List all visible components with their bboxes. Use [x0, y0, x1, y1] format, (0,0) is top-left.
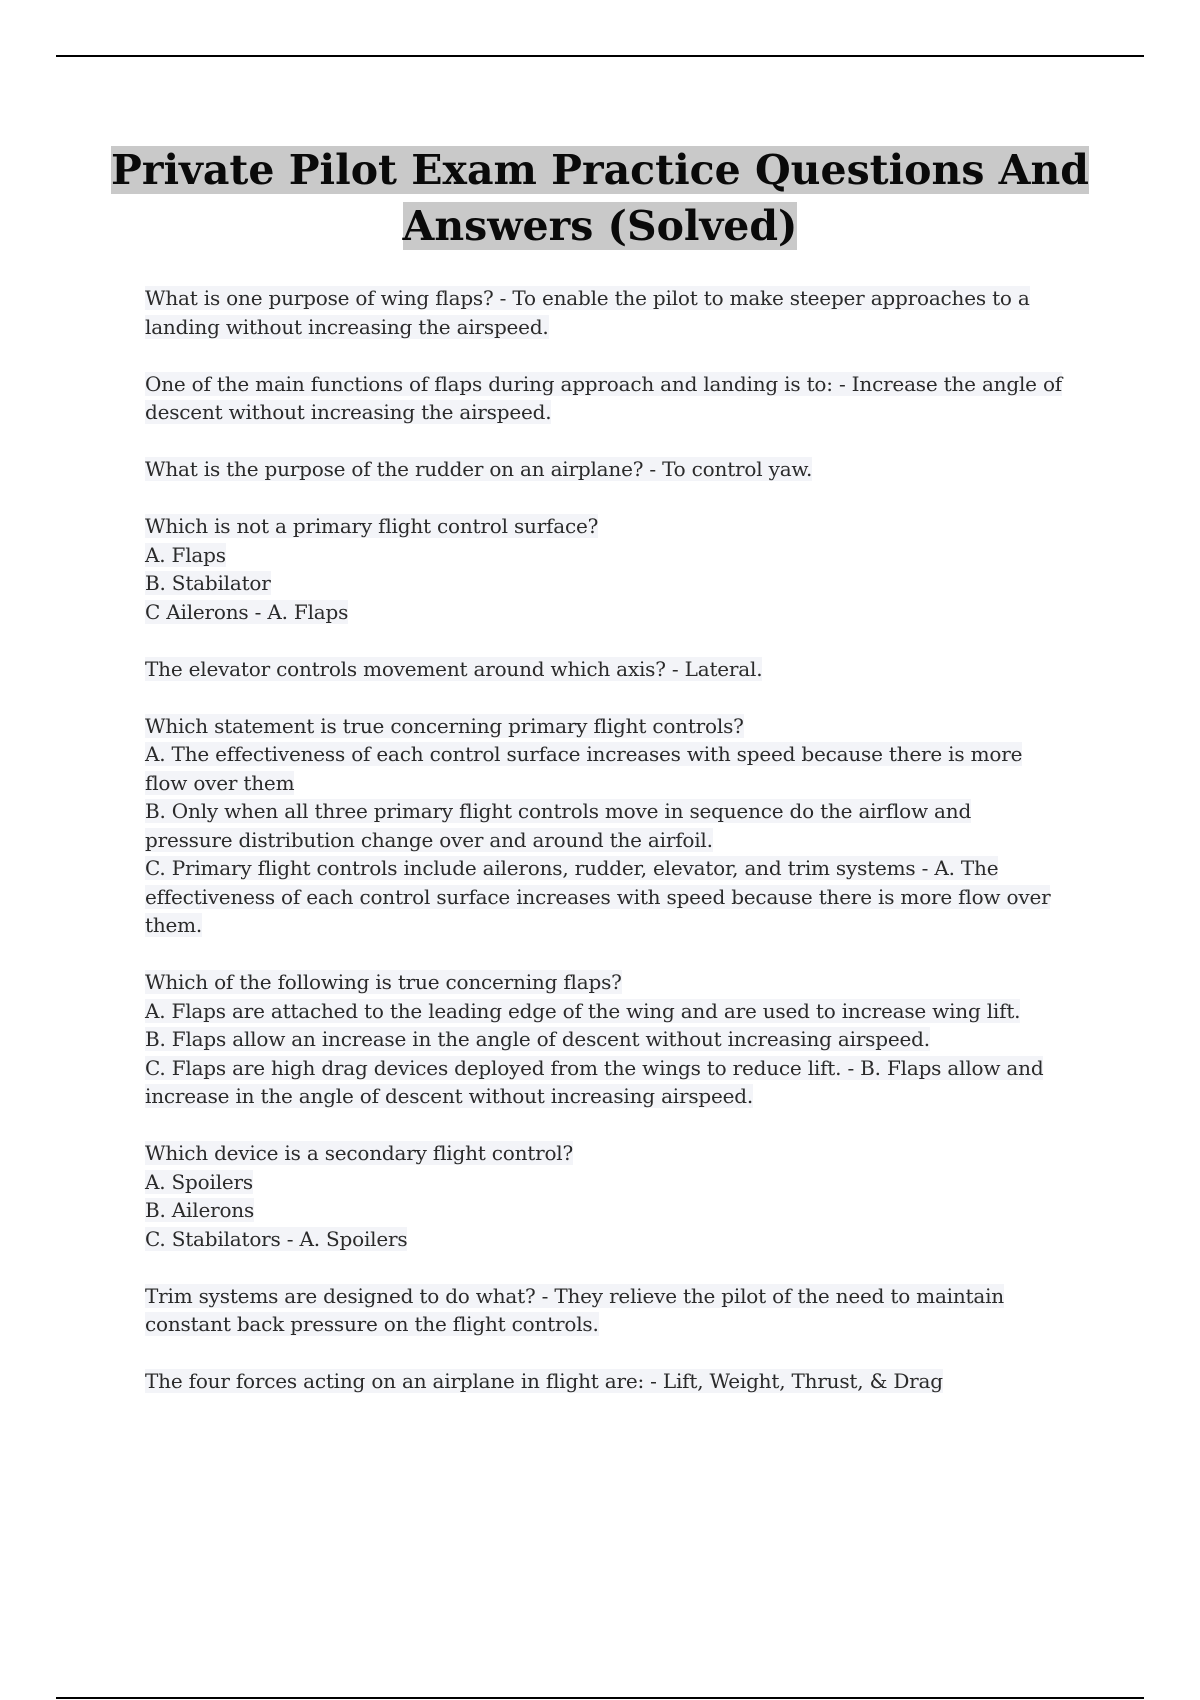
qa-line: [145, 1310, 1085, 1339]
qa-line: [145, 1168, 1085, 1197]
qa-line-text: Which statement is true concerning primary flight controls?: [145, 713, 744, 738]
qa-line: [145, 313, 1085, 342]
qa-line: [145, 569, 1085, 598]
qa-line: [145, 854, 1085, 883]
qa-line: [145, 826, 1085, 855]
qa-line-text: A. The effectiveness of each control surface increases with speed because there is more: [145, 742, 1023, 766]
qa-line: [145, 712, 1085, 741]
qa-line-text: What is the purpose of the rudder on an airplane? - To control yaw.: [145, 457, 813, 481]
qa-line-text: What is one purpose of wing flaps? - To enable the pilot to make steeper approaches to a: [145, 286, 1030, 310]
qa-line: [145, 740, 1085, 769]
qa-item: [145, 968, 1085, 1111]
qa-line: [145, 997, 1085, 1026]
qa-item: [145, 512, 1085, 626]
qa-line-text: descent without increasing the airspeed.: [145, 400, 552, 424]
qa-item: [145, 655, 1085, 684]
qa-line: [145, 655, 1085, 684]
qa-line: [145, 1225, 1085, 1254]
title-line-2: Answers (Solved): [402, 202, 798, 250]
qa-line: [145, 370, 1085, 399]
qa-item: [145, 370, 1085, 427]
qa-line-text: The four forces acting on an airplane in flight are: - Lift, Weight, Thrust, & Drag: [145, 1369, 943, 1393]
qa-line-text: increase in the angle of descent without increasing airspeed.: [145, 1084, 754, 1108]
qa-line: [145, 911, 1085, 940]
qa-item: [145, 455, 1085, 484]
title-line-1: Private Pilot Exam Practice Questions And: [111, 146, 1089, 194]
qa-line: [145, 1025, 1085, 1054]
qa-line-text: them.: [145, 913, 203, 937]
qa-line-text: C. Stabilators - A. Spoilers: [145, 1226, 408, 1251]
qa-line: [145, 284, 1085, 313]
qa-line-text: B. Stabilator: [145, 571, 271, 595]
qa-item: [145, 1282, 1085, 1339]
document-title: [56, 142, 1144, 254]
qa-line-text: B. Only when all three primary flight controls move in sequence do the airflow and: [145, 799, 972, 823]
qa-line: [145, 883, 1085, 912]
qa-item: [145, 284, 1085, 341]
qa-line-text: Which of the following is true concerning flaps?: [145, 970, 622, 994]
qa-line-text: C. Primary flight controls include ailerons, rudder, elevator, and trim systems - A. The: [145, 856, 999, 880]
qa-list: [145, 284, 1085, 1424]
qa-line-text: C. Flaps are high drag devices deployed from the wings to reduce lift. - B. Flaps allow and: [145, 1055, 1044, 1080]
qa-item: [145, 712, 1085, 940]
qa-item: [145, 1367, 1085, 1396]
qa-line-text: effectiveness of each control surface increases with speed because there is more flow over: [145, 884, 1051, 909]
qa-line-text: B. Flaps allow an increase in the angle of descent without increasing airspeed.: [145, 1027, 930, 1051]
qa-line-text: flow over them: [145, 770, 295, 795]
qa-line: [145, 1139, 1085, 1168]
qa-line: [145, 797, 1085, 826]
qa-line-text: Which device is a secondary flight control?: [145, 1141, 574, 1165]
qa-line-text: A. Spoilers: [145, 1169, 253, 1194]
qa-line-text: pressure distribution change over and around the airfoil.: [145, 827, 713, 852]
top-rule: [56, 55, 1144, 57]
qa-line-text: The elevator controls movement around which axis? - Lateral.: [145, 656, 763, 681]
qa-line-text: A. Flaps: [145, 542, 226, 567]
qa-line: [145, 455, 1085, 484]
qa-line: [145, 1367, 1085, 1396]
qa-line-text: Trim systems are designed to do what? - They relieve the pilot of the need to maintain: [145, 1283, 1004, 1308]
qa-line-text: B. Ailerons: [145, 1198, 255, 1222]
qa-line: [145, 968, 1085, 997]
qa-line-text: constant back pressure on the flight controls.: [145, 1312, 599, 1336]
qa-line-text: A. Flaps are attached to the leading edge of the wing and are used to increase wing lift.: [145, 998, 1021, 1023]
qa-line-text: One of the main functions of flaps during approach and landing is to: - Increase the angle of: [145, 371, 1062, 396]
qa-line: [145, 1282, 1085, 1311]
qa-line: [145, 1196, 1085, 1225]
qa-line-text: landing without increasing the airspeed.: [145, 314, 549, 339]
qa-line: [145, 541, 1085, 570]
qa-line-text: Which is not a primary flight control surface?: [145, 514, 599, 538]
qa-item: [145, 1139, 1085, 1253]
qa-line: [145, 398, 1085, 427]
qa-line: [145, 512, 1085, 541]
qa-line: [145, 1054, 1085, 1083]
qa-line: [145, 769, 1085, 798]
qa-line: [145, 1082, 1085, 1111]
qa-line: [145, 598, 1085, 627]
qa-line-text: C Ailerons - A. Flaps: [145, 599, 349, 624]
bottom-rule: [56, 1697, 1144, 1699]
